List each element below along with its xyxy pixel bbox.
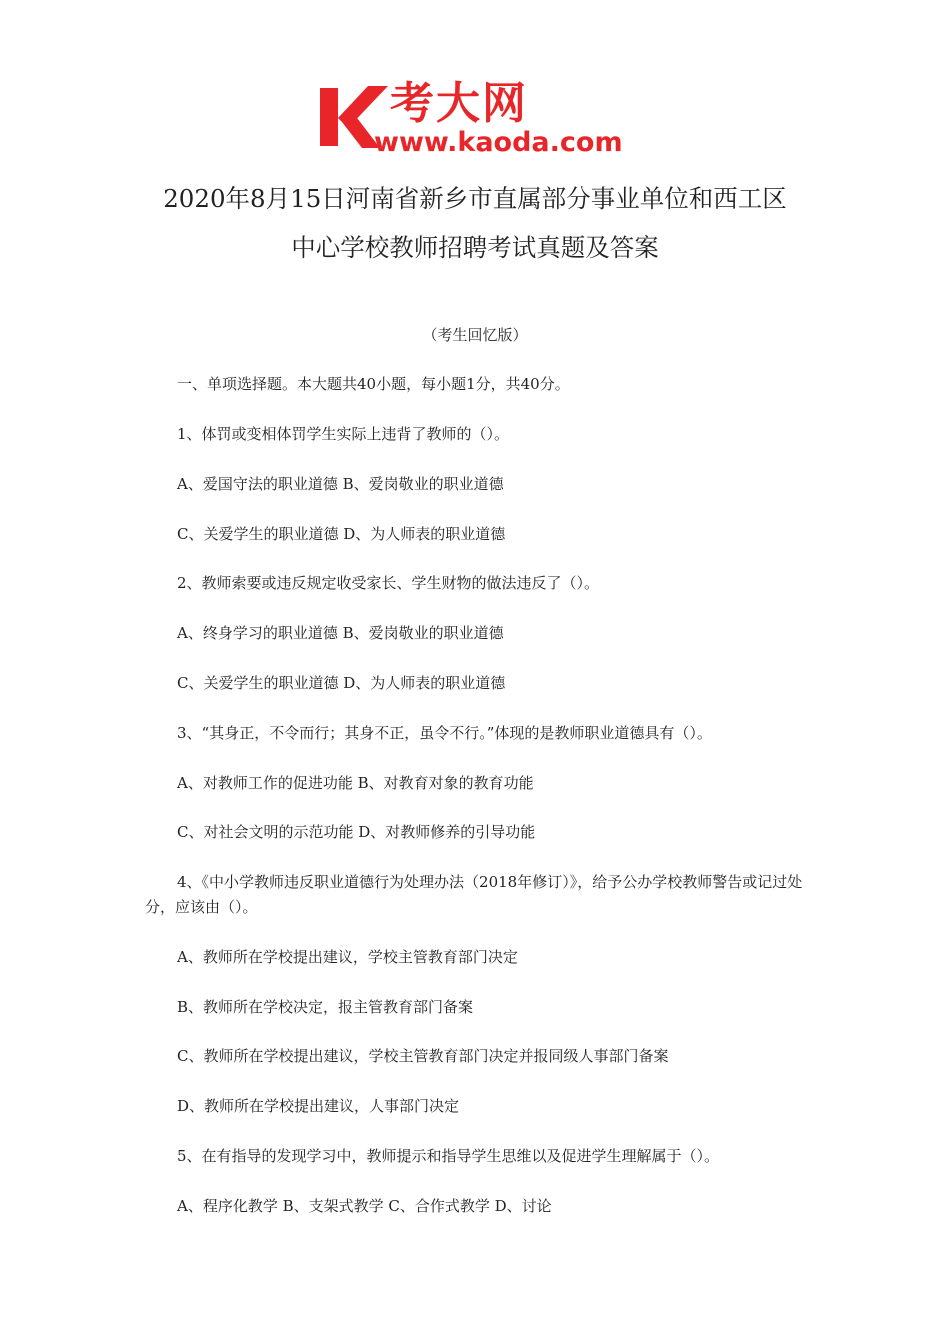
logo-brand-text: 考大网 [390,78,528,129]
question-4-option-b: B、教师所在学校决定，报主管教育部门备案 [177,998,474,1016]
document-subtitle: （考生回忆版） [422,326,528,344]
logo-url-text: www.kaoda.com [374,127,623,158]
question-4: 4、《中小学教师违反职业道德行为处理办法（2018年修订）》，给予公办学校教师警告或记过处分，应该由（）。 [145,873,803,916]
section-heading: 一、单项选择题。本大题共40小题，每小题1分，共40分。 [177,375,570,393]
question-1: 1、体罚或变相体罚学生实际上违背了教师的（）。 [177,425,510,443]
question-1-options-ab: A、爱国守法的职业道德 B、爱岗敬业的职业道德 [177,475,504,493]
kaoda-logo [318,78,638,160]
question-2-options-cd: C、关爱学生的职业道德 D、为人师表的职业道德 [177,674,506,692]
question-3-options-cd: C、对社会文明的示范功能 D、对教师修养的引导功能 [177,823,536,841]
document-title-line1: 2020年8月15日河南省新乡市直属部分事业单位和西工区 [163,184,787,213]
document-title-line2: 中心学校教师招聘考试真题及答案 [291,233,659,262]
question-4-option-a: A、教师所在学校提出建议，学校主管教育部门决定 [177,948,518,966]
question-5-options: A、程序化教学 B、支架式教学 C、合作式教学 D、讨论 [177,1197,552,1215]
question-4-option-c: C、教师所在学校提出建议，学校主管教育部门决定并报同级人事部门备案 [177,1047,669,1065]
question-2-options-ab: A、终身学习的职业道德 B、爱岗敬业的职业道德 [177,624,504,642]
question-5: 5、在有指导的发现学习中，教师提示和指导学生思维以及促进学生理解属于（）。 [177,1147,720,1165]
question-4-option-d: D、教师所在学校提出建议，人事部门决定 [177,1097,460,1115]
question-3-options-ab: A、对教师工作的促进功能 B、对教育对象的教育功能 [177,774,534,792]
question-2: 2、教师索要或违反规定收受家长、学生财物的做法违反了（）。 [177,574,600,592]
question-3: 3、“其身正，不令而行；其身不正，虽令不行。”体现的是教师职业道德具有（）。 [177,724,712,742]
question-1-options-cd: C、关爱学生的职业道德 D、为人师表的职业道德 [177,525,506,543]
